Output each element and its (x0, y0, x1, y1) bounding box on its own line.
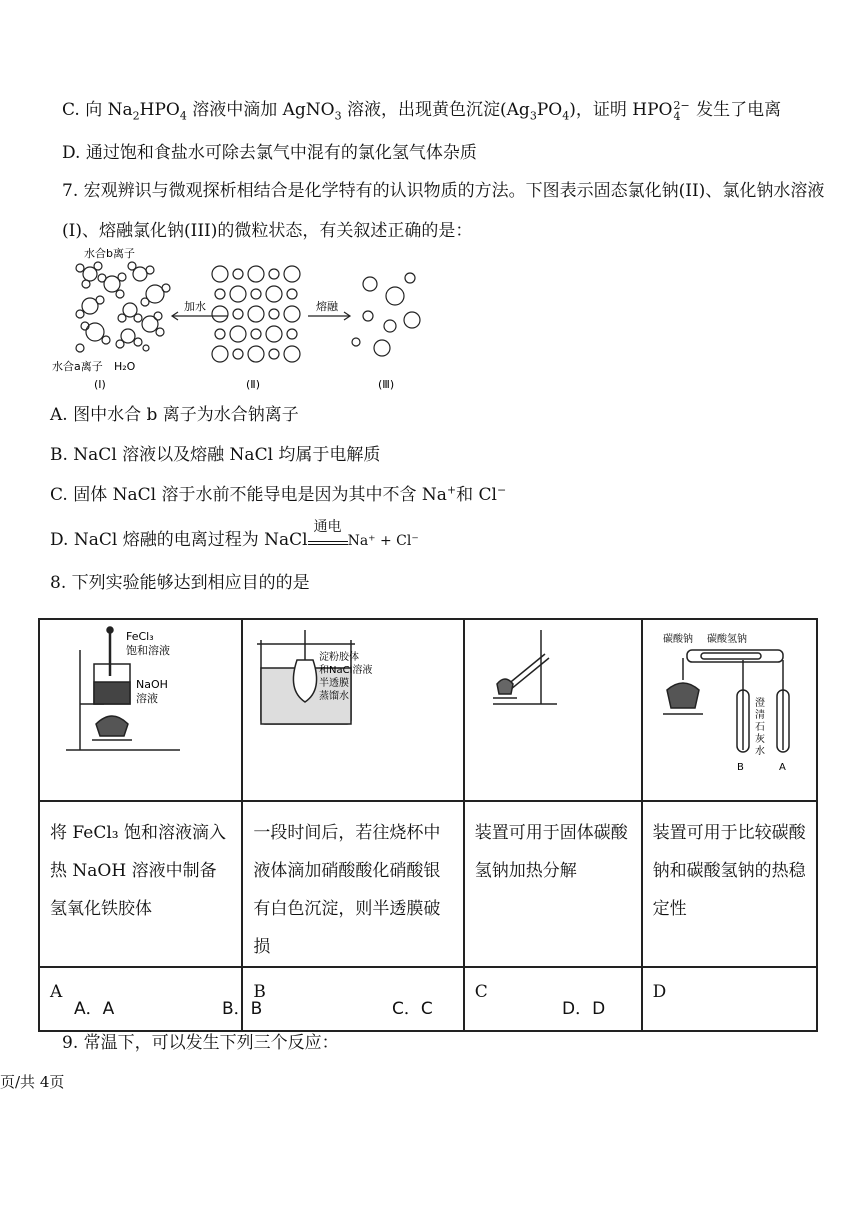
description-d: 装置可用于比较碳酸钠和碳酸氢钠的热稳定性 (642, 801, 817, 967)
svg-text:石: 石 (754, 722, 765, 733)
apparatus-b-cell (242, 619, 463, 801)
q8-choice-a[interactable]: A．A (74, 999, 115, 1019)
apparatus-d-figure (643, 620, 815, 798)
svg-text:NaOH: NaOH (136, 678, 168, 691)
svg-text:灰: 灰 (754, 734, 765, 745)
svg-text:水: 水 (754, 746, 765, 757)
q7-option-d: D. NaCl 熔融的电离过程为 NaCl 通电 Na⁺ + Cl⁻ (50, 519, 419, 550)
description-a: 将 FeCl₃ 饱和溶液滴入热 NaOH 溶液中制备氢氧化铁胶体 (39, 801, 242, 967)
page-footer: 页/共 4页 (0, 1073, 65, 1091)
q7-option-c: C. 固体 NaCl 溶于水前不能导电是因为其中不含 Na+和 Cl− (50, 483, 507, 505)
svg-text:淀粉胶体: 淀粉胶体 (319, 652, 360, 663)
q8-choice-c[interactable]: C．C (392, 999, 433, 1019)
svg-text:蒸馏水: 蒸馏水 (319, 691, 350, 702)
label-h2o: H₂O (114, 360, 136, 373)
letter-a: A (39, 967, 242, 1031)
q8-choice-d[interactable]: D．D (562, 999, 606, 1019)
svg-text:碳酸钠: 碳酸钠 (662, 634, 693, 645)
letter-b: B (242, 967, 463, 1031)
caption-ii: (Ⅱ) (246, 378, 260, 391)
description-b: 一段时间后，若往烧杯中液体滴加硝酸酸化硝酸银有白色沉淀，则半透膜破损 (242, 801, 463, 967)
apparatus-d-cell (642, 619, 817, 801)
label-melting: 熔融 (316, 300, 338, 313)
q8-stem: 8. 下列实验能够达到相应目的的是 (50, 573, 310, 593)
q7-stem-line2: (I)、熔融氯化钠(III)的微粒状态，有关叙述正确的是： (62, 221, 473, 241)
letter-c: C (464, 967, 642, 1031)
svg-text:和NaCl溶液: 和NaCl溶液 (319, 665, 373, 676)
q7-option-a: A. 图中水合 b 离子为水合钠离子 (50, 405, 299, 425)
svg-text:清: 清 (754, 710, 765, 721)
apparatus-a-figure (40, 620, 240, 798)
svg-text:半透膜: 半透膜 (319, 678, 350, 689)
q6-option-d: D. 通过饱和食盐水可除去氯气中混有的氯化氢气体杂质 (62, 143, 477, 163)
letter-d: D (642, 967, 817, 1031)
svg-text:澄: 澄 (754, 698, 765, 709)
apparatus-b-figure (243, 620, 461, 798)
q6-option-c: C. 向 $Na_2HPO_4$ 溶液中滴加 AgNO$_3$ 溶液，出现黄色沉淀$(Ag_3PO_4)$，证明 HPO 2− 4 发生了电离 (62, 98, 782, 123)
apparatus-a-cell (39, 619, 242, 801)
svg-text:FeCl₃: FeCl₃ (126, 630, 154, 643)
caption-i: (Ⅰ) (94, 378, 106, 391)
q8-experiment-table (38, 618, 818, 1032)
label-hydrated-b: 水合b离子 (84, 247, 135, 260)
q7-option-b: B. NaCl 溶液以及熔融 NaCl 均属于电解质 (50, 445, 381, 465)
svg-text:A: A (778, 762, 786, 773)
electrolysis-equals-sign: 通电 (308, 531, 348, 545)
q9-stem: 9. 常温下，可以发生下列三个反应： (62, 1033, 339, 1053)
apparatus-c-figure (465, 620, 640, 798)
label-hydrated-a: 水合a离子 (52, 360, 103, 373)
description-c: 装置可用于固体碳酸氢钠加热分解 (464, 801, 642, 967)
q7-stem-line1: 7. 宏观辨识与微观探析相结合是化学特有的认识物质的方法。下图表示固态氯化钠(II)、氯化钠水溶液 (62, 181, 825, 201)
q7-particle-figure (50, 244, 430, 394)
label-add-water: 加水 (184, 300, 206, 313)
caption-iii: (Ⅲ) (378, 378, 395, 391)
apparatus-c-cell (464, 619, 642, 801)
svg-text:碳酸氢钠: 碳酸氢钠 (706, 634, 747, 645)
q8-choice-b[interactable]: B．B (222, 999, 263, 1019)
svg-text:溶液: 溶液 (136, 692, 158, 705)
svg-text:B: B (736, 762, 744, 773)
svg-text:饱和溶液: 饱和溶液 (126, 644, 170, 657)
